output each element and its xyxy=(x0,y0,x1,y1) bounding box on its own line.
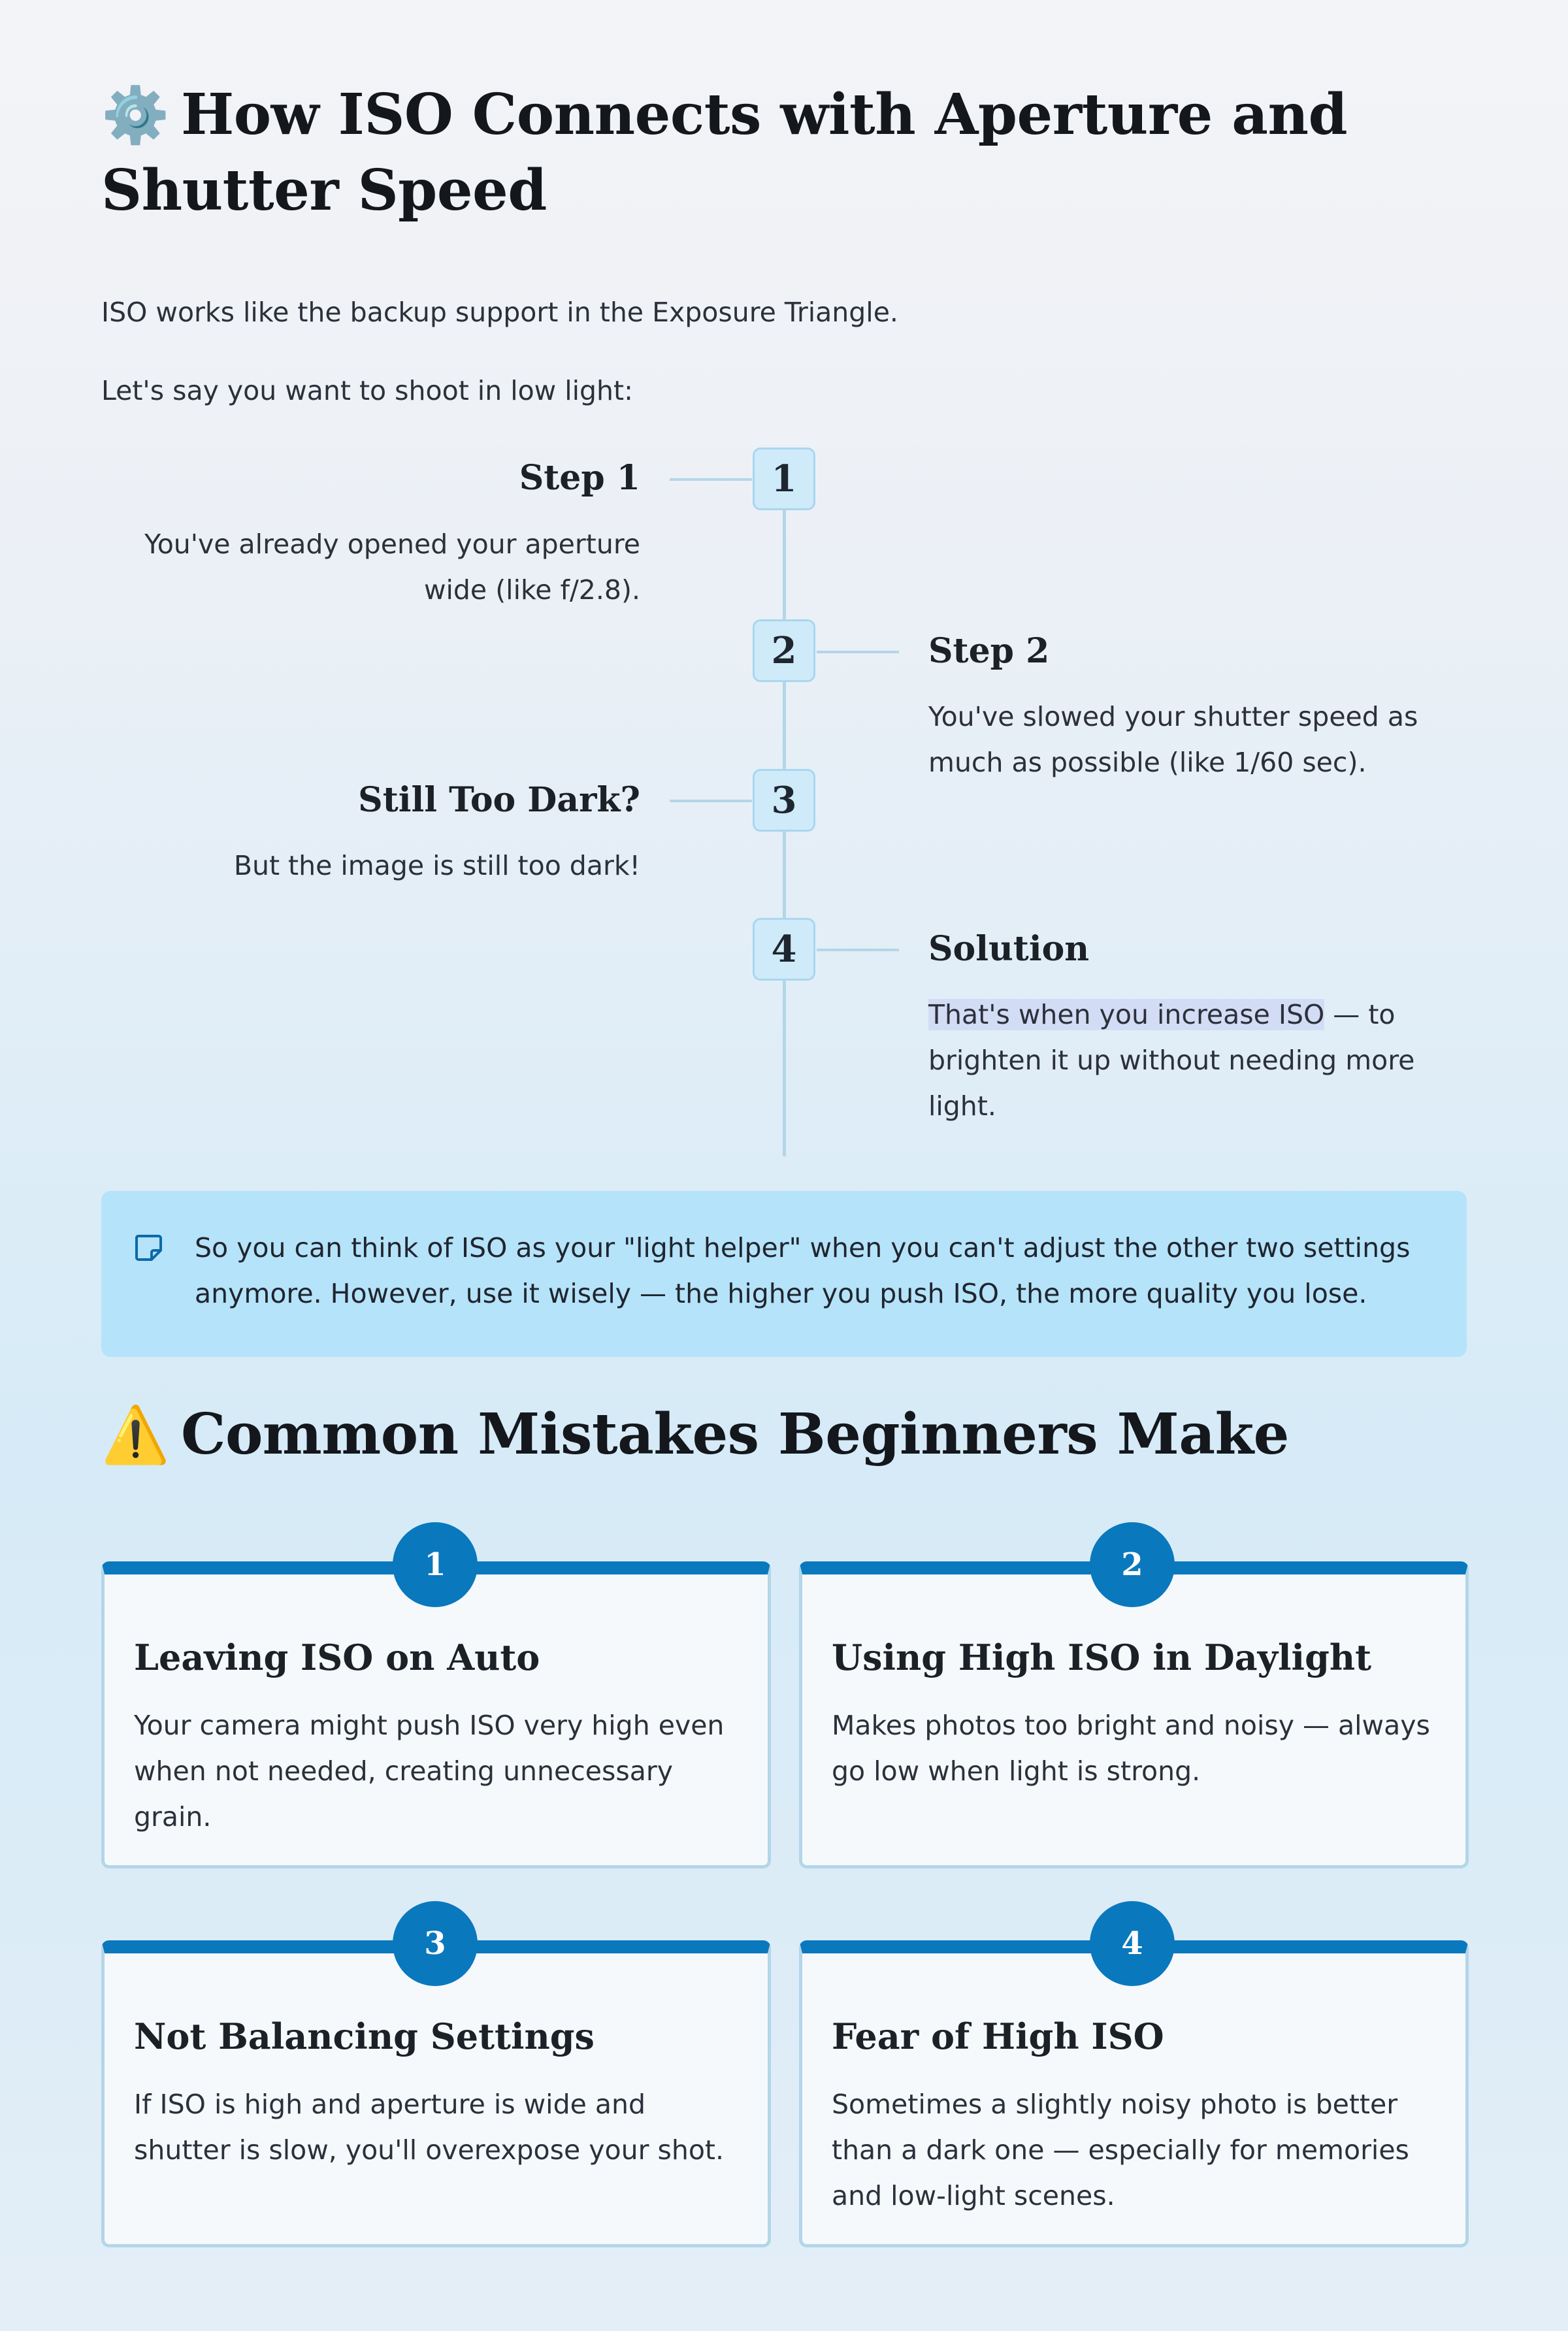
timeline-step-desc-rest: — to brighten it up without needing more light. xyxy=(928,999,1415,1122)
mistake-number-badge: 4 xyxy=(1090,1901,1175,1986)
timeline-step-number: 4 xyxy=(753,918,815,981)
timeline-step-number: 1 xyxy=(753,448,815,510)
note-icon xyxy=(134,1233,163,1262)
mistake-desc: Your camera might push ISO very high even when not needed, creating unnecessary grain. xyxy=(134,1710,725,1833)
timeline-step-desc: You've slowed your shutter speed as much as possible (like 1/60 sec). xyxy=(928,701,1418,778)
mistake-number-badge: 2 xyxy=(1090,1522,1175,1607)
warning-icon: ⚠️ xyxy=(101,1402,170,1467)
timeline-connector xyxy=(670,800,752,802)
timeline-connector xyxy=(817,949,899,951)
mistake-number-badge: 1 xyxy=(393,1522,478,1607)
mistake-desc: If ISO is high and aperture is wide and shutter is slow, you'll overexpose your shot. xyxy=(134,2089,725,2166)
timeline-step-title: Step 1 xyxy=(519,458,640,498)
timeline-step-desc xyxy=(928,992,1451,1129)
section-title-iso-connections xyxy=(101,77,1499,229)
mistake-desc: Sometimes a slightly noisy photo is better than a dark one — especially for memories and low-light scenes. xyxy=(832,2089,1409,2211)
mistake-title: Leaving ISO on Auto xyxy=(134,1637,540,1678)
timeline-step-desc: You've already opened your aperture wide (like f/2.8). xyxy=(144,529,640,606)
timeline-step-title: Step 2 xyxy=(928,631,1050,671)
mistake-desc: Makes photos too bright and noisy — always go low when light is strong. xyxy=(832,1710,1430,1787)
gear-icon: ⚙️ xyxy=(101,82,170,147)
mistake-title: Fear of High ISO xyxy=(832,2015,1164,2057)
lead-paragraph: Let's say you want to shoot in low light: xyxy=(101,375,633,406)
highlighted-text: That's when you increase ISO xyxy=(928,999,1325,1030)
timeline-connector xyxy=(670,478,752,481)
note-text: So you can think of ISO as your "light helper" when you can't adjust the other two settings anymore. However, use it wisely — the higher you push ISO, the more quality you lose. xyxy=(195,1232,1411,1309)
section-title-text: Common Mistakes Beginners Make xyxy=(181,1401,1289,1467)
mistake-title: Using High ISO in Daylight xyxy=(832,1637,1372,1678)
mistake-number-badge: 3 xyxy=(393,1901,478,1986)
timeline-step-number: 3 xyxy=(753,769,815,832)
timeline-step-title: Solution xyxy=(928,929,1090,969)
timeline-step-number: 2 xyxy=(753,619,815,682)
timeline-step-desc: But the image is still too dark! xyxy=(233,850,640,881)
section-title-text: How ISO Connects with Aperture and Shutter Speed xyxy=(101,82,1348,223)
mistake-title: Not Balancing Settings xyxy=(134,2015,595,2057)
timeline-connector xyxy=(817,651,899,653)
intro-paragraph: ISO works like the backup support in the Exposure Triangle. xyxy=(101,297,898,328)
timeline-step-title: Still Too Dark? xyxy=(358,780,640,820)
section-title-common-mistakes xyxy=(101,1397,1499,1473)
